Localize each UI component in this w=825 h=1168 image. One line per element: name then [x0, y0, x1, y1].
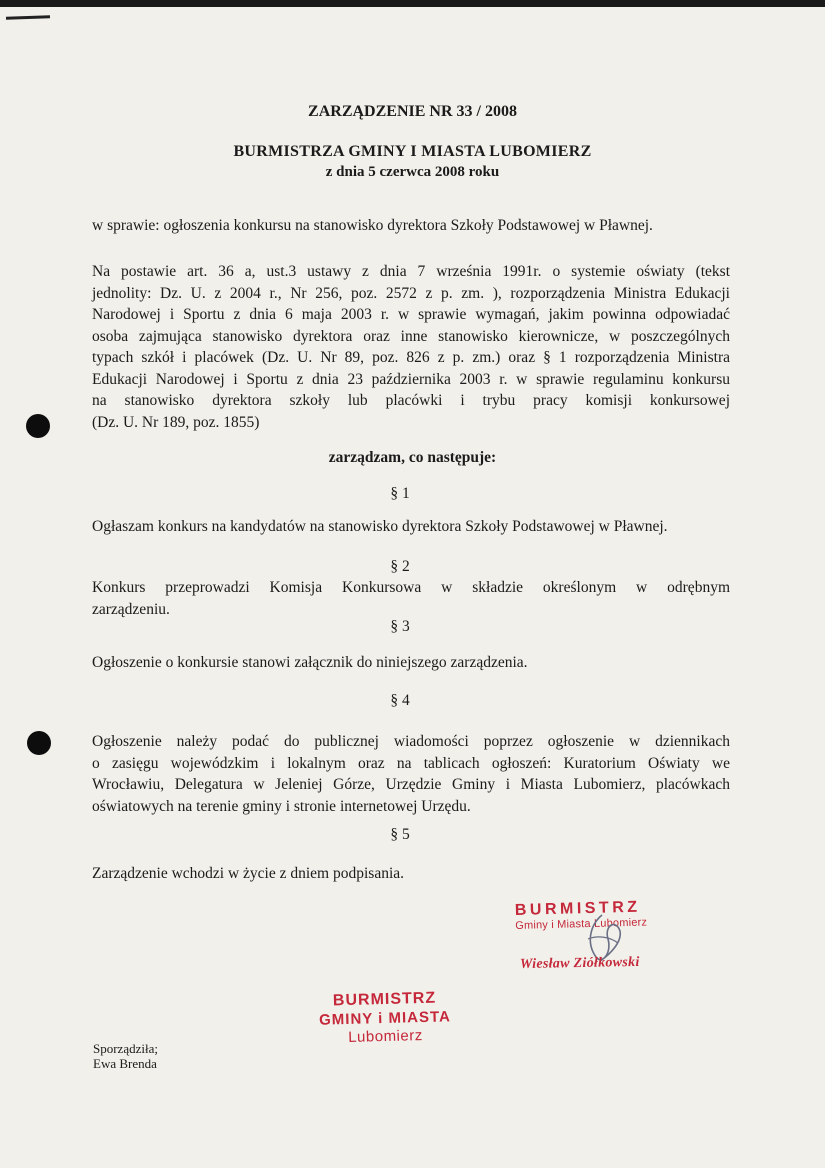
section-2-text — [92, 577, 730, 620]
section-line: Wrocławiu, Delegatura w Jeleniej Górze, Urzędzie Gminy i Miasta Lubomierz, placówkach — [92, 776, 730, 793]
legal-basis-paragraph — [92, 261, 730, 433]
prepared-by-label: Sporządziła; — [93, 1041, 158, 1056]
section-line: o zasięgu wojewódzkim i lokalnym oraz na tablicach ogłoszeń: Kuratorium Oświaty we — [92, 754, 730, 772]
legal-basis-line: (Dz. U. Nr 189, poz. 1855) — [92, 413, 260, 431]
section-4-text — [92, 731, 730, 817]
section-mark-3: § 3 — [390, 618, 410, 635]
section-mark-5: § 5 — [390, 826, 410, 843]
legal-basis-line: osoba zajmująca stanowisko dyrektora oraz inne stanowisko kierownicze, w poszczególnych — [92, 327, 730, 345]
signer-name: Wiesław Ziółkowski — [519, 954, 640, 973]
office-stamp-line: GMINY i MIASTA — [318, 1008, 452, 1029]
legal-basis-line: jednolity: Dz. U. z 2004 r., Nr 256, poz. 2572 z p. zm. ), rozporządzenia Ministra Edukacji — [92, 284, 730, 302]
section-mark-2: § 2 — [390, 558, 410, 575]
section-mark-1: § 1 — [390, 485, 410, 502]
section-1-text: Ogłaszam konkurs na kandydatów na stanowisko dyrektora Szkoły Podstawowej w Pławnej. — [92, 518, 668, 535]
stamp-title: BURMISTRZ — [514, 898, 641, 919]
punch-hole-bottom — [27, 731, 51, 755]
punch-hole-top — [26, 414, 50, 438]
document-subject: w sprawie: ogłoszenia konkursu na stanowisko dyrektora Szkoły Podstawowej w Pławnej. — [92, 217, 653, 234]
scan-corner-mark — [6, 15, 50, 20]
office-stamp-line: BURMISTRZ — [332, 989, 437, 1010]
document-title: ZARZĄDZENIE NR 33 / 2008 — [308, 103, 517, 120]
section-line: oświatowych na terenie gminy i stronie internetowej Urzędu. — [92, 797, 471, 815]
stamp-subtitle: Gminy i Miasta Lubomierz — [515, 916, 648, 932]
legal-basis-line: typach szkół i placówek (Dz. U. Nr 89, poz. 826 z p. zm.) oraz § 1 rozporządzenia Ministra — [92, 349, 730, 366]
legal-basis-line: Edukacji Narodowej i Sportu z dnia 23 października 2003 r. w sprawie regulaminu konkursu — [92, 370, 730, 388]
office-stamp — [289, 988, 480, 1049]
section-line: zarządzeniu. — [92, 600, 170, 618]
prepared-by-name: Ewa Brenda — [93, 1056, 157, 1071]
legal-basis-line: Na postawie art. 36 a, ust.3 ustawy z dnia 7 września 1991r. o systemie oświaty (tekst — [92, 263, 730, 280]
section-line: Konkurs przeprowadzi Komisja Konkursowa w składzie określonym w odrębnym — [92, 579, 730, 596]
decree-intro: zarządzam, co następuje: — [328, 449, 497, 466]
document-date: z dnia 5 czerwca 2008 roku — [325, 164, 500, 180]
section-3-text: Ogłoszenie o konkursie stanowi załącznik do niniejszego zarządzenia. — [92, 654, 528, 671]
legal-basis-line: Narodowej i Sportu z dnia 6 maja 2003 r. w sprawie wymagań, jakim powinna odpowiadać — [92, 306, 730, 323]
office-stamp-line: Lubomierz — [347, 1027, 423, 1046]
section-line: Ogłoszenie należy podać do publicznej wiadomości poprzez ogłoszenie w dziennikach — [92, 733, 730, 750]
legal-basis-line: na stanowisko dyrektora szkoły lub placówki i trybu pracy komisji konkursowej — [92, 392, 730, 409]
section-mark-4: § 4 — [390, 692, 410, 709]
issuing-authority: BURMISTRZA GMINY I MIASTA LUBOMIERZ — [233, 143, 592, 160]
scan-top-edge — [0, 0, 825, 7]
section-5-text: Zarządzenie wchodzi w życie z dniem podpisania. — [92, 865, 405, 882]
